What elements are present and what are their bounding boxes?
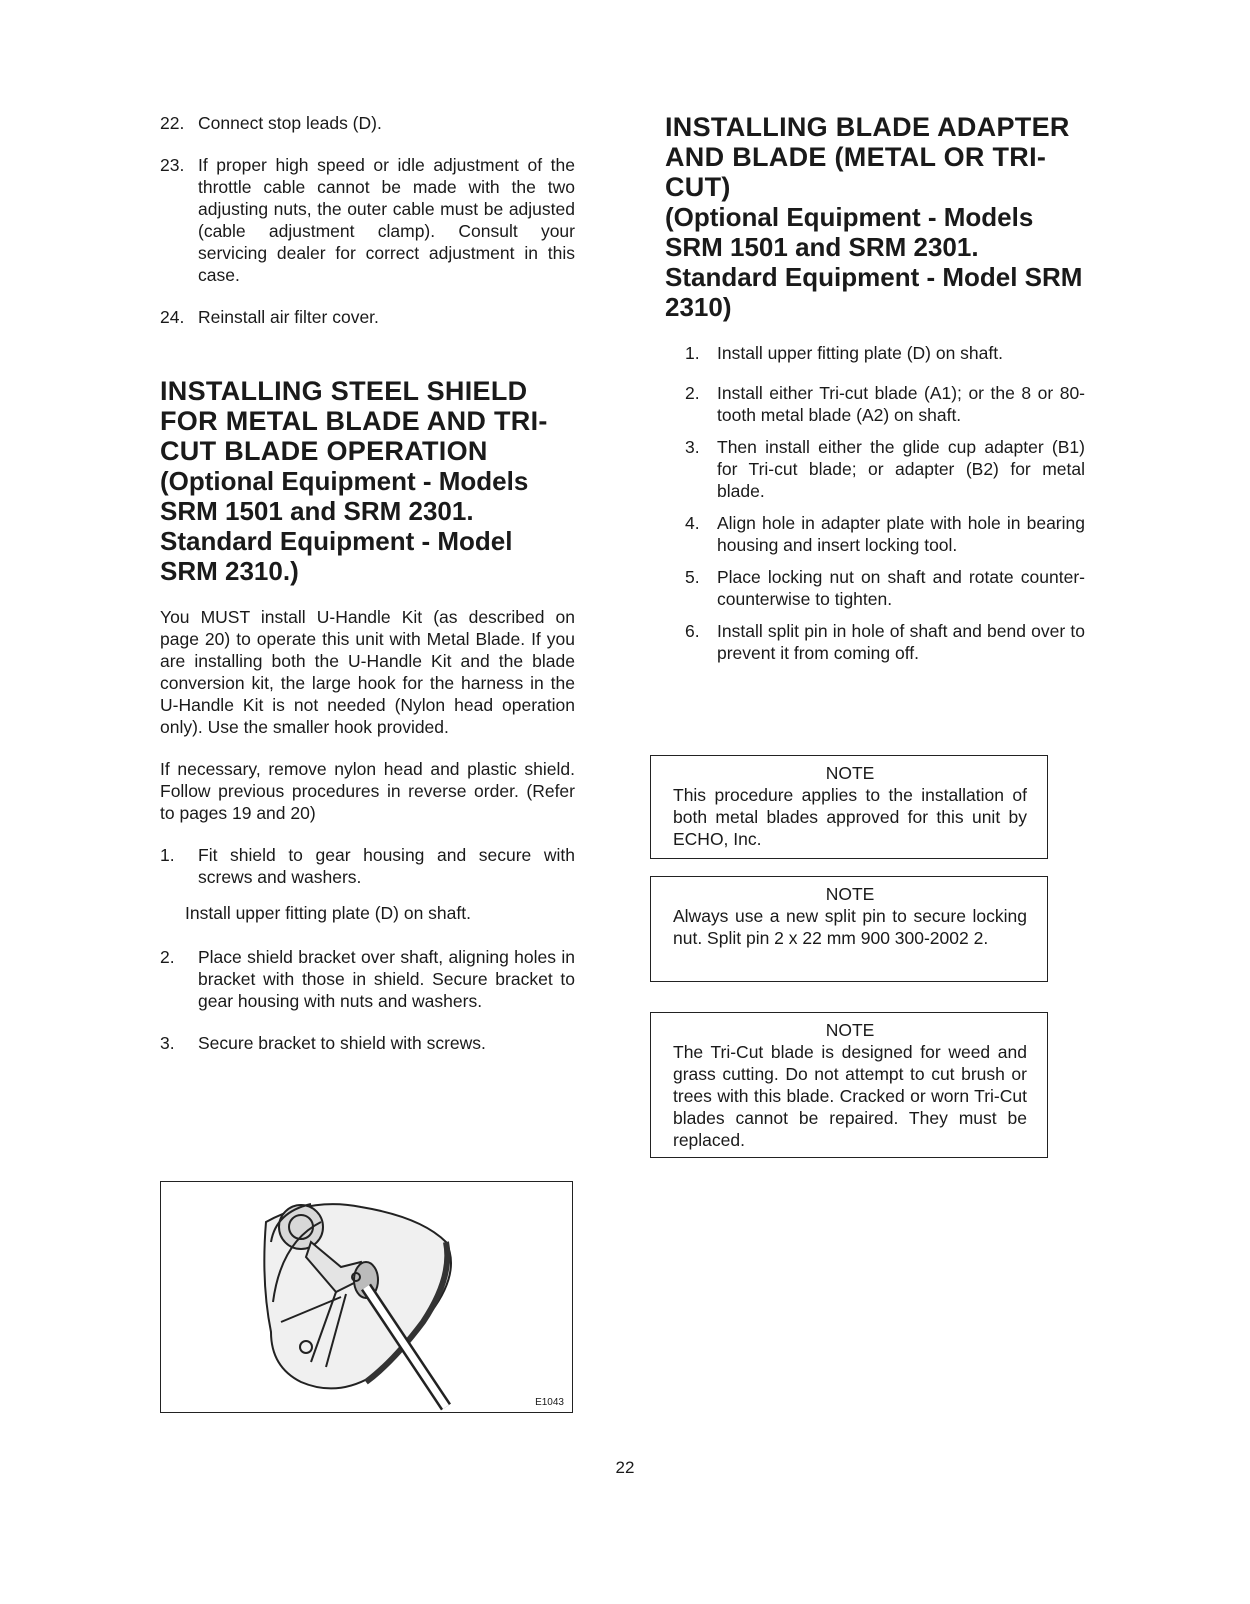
note-text-2: Always use a new split pin to secure locking nut. Split pin 2 x 22 mm 900 300-2002 2. bbox=[673, 906, 1027, 948]
note-box-2 bbox=[650, 876, 1048, 982]
steel-shield-subhead: (Optional Equipment - Models SRM 1501 and SRM 2301. Standard Equipment - Model SRM 2310.) bbox=[160, 466, 529, 586]
blade-step-6: 6. Install split pin in hole of shaft and bend over to prevent it from coming off. bbox=[685, 621, 1085, 663]
note-text-3: The Tri-Cut blade is designed for weed and grass cutting. Do not attempt to cut brush or trees with this blade. Cracked or worn Tri-Cut blades cannot be repaired. They must be replaced. bbox=[673, 1042, 1027, 1150]
remove-nylon-paragraph: If necessary, remove nylon head and plastic shield. Follow previous procedures in reverse order. (Refer to pages 19 and 20) bbox=[160, 759, 575, 823]
blade-adapter-subhead: (Optional Equipment - Models SRM 1501 and SRM 2301. Standard Equipment - Model SRM 2310) bbox=[665, 202, 1083, 322]
figure-code: E1043 bbox=[535, 1397, 564, 1408]
note-box-1 bbox=[650, 755, 1048, 859]
blade-step-2: 2. Install either Tri-cut blade (A1); or the 8 or 80-tooth metal blade (A2) on shaft. bbox=[685, 383, 1085, 425]
shield-figure bbox=[160, 1181, 573, 1413]
blade-step-4: 4. Align hole in adapter plate with hole in bearing housing and insert locking tool. bbox=[685, 513, 1085, 555]
u-handle-paragraph: You MUST install U-Handle Kit (as described on page 20) to operate this unit with Metal Blade. If you are installing both the U-Handle Kit and the blade conversion kit, the large hook for the harness in the U-Handle Kit is not needed (Nylon head operation only). Use the smaller hook provided. bbox=[160, 607, 575, 737]
page-number: 22 bbox=[615, 1458, 635, 1477]
steel-shield-heading: INSTALLING STEEL SHIELD FOR METAL BLADE AND TRI-CUT BLADE OPERATION bbox=[160, 376, 548, 466]
step-23: 23. If proper high speed or idle adjustment of the throttle cable cannot be made with the two adjusting nuts, the outer cable must be adjusted (cable adjustment clamp). Consult your servicing dealer for correct adjustment in this case. bbox=[160, 155, 575, 285]
left-column bbox=[160, 112, 575, 1074]
note-box-3 bbox=[650, 1012, 1048, 1158]
shield-steps-continued bbox=[160, 946, 575, 1054]
steps-22-24 bbox=[160, 112, 575, 328]
shield-step-1-extra: Install upper fitting plate (D) on shaft. bbox=[185, 903, 471, 923]
note-title-1: NOTE bbox=[825, 763, 875, 783]
note-title-3: NOTE bbox=[825, 1020, 875, 1040]
shield-step-3: 3. Secure bracket to shield with screws. bbox=[160, 1033, 486, 1053]
step-24: 24. Reinstall air filter cover. bbox=[160, 307, 379, 327]
blade-steps bbox=[685, 342, 1085, 664]
blade-adapter-heading: INSTALLING BLADE ADAPTER AND BLADE (METAL OR TRI-CUT) bbox=[665, 112, 1070, 202]
blade-step-3: 3. Then install either the glide cup adapter (B1) for Tri-cut blade; or adapter (B2) for metal blade. bbox=[685, 437, 1085, 501]
note-title-2: NOTE bbox=[825, 884, 875, 904]
right-column bbox=[665, 112, 1085, 674]
shield-illustration bbox=[161, 1182, 571, 1411]
blade-step-5: 5. Place locking nut on shaft and rotate counter-counterwise to tighten. bbox=[685, 567, 1085, 609]
step-22: 22. Connect stop leads (D). bbox=[160, 113, 382, 133]
blade-step-1: 1. Install upper fitting plate (D) on shaft. bbox=[685, 343, 1003, 363]
note-text-1: This procedure applies to the installation of both metal blades approved for this unit by ECHO, Inc. bbox=[673, 785, 1027, 849]
shield-step-2: 2. Place shield bracket over shaft, aligning holes in bracket with those in shield. Secure bracket to gear housing with nuts and washers. bbox=[160, 947, 575, 1011]
shield-steps bbox=[160, 844, 575, 888]
shield-step-1: 1. Fit shield to gear housing and secure with screws and washers. bbox=[160, 845, 575, 887]
